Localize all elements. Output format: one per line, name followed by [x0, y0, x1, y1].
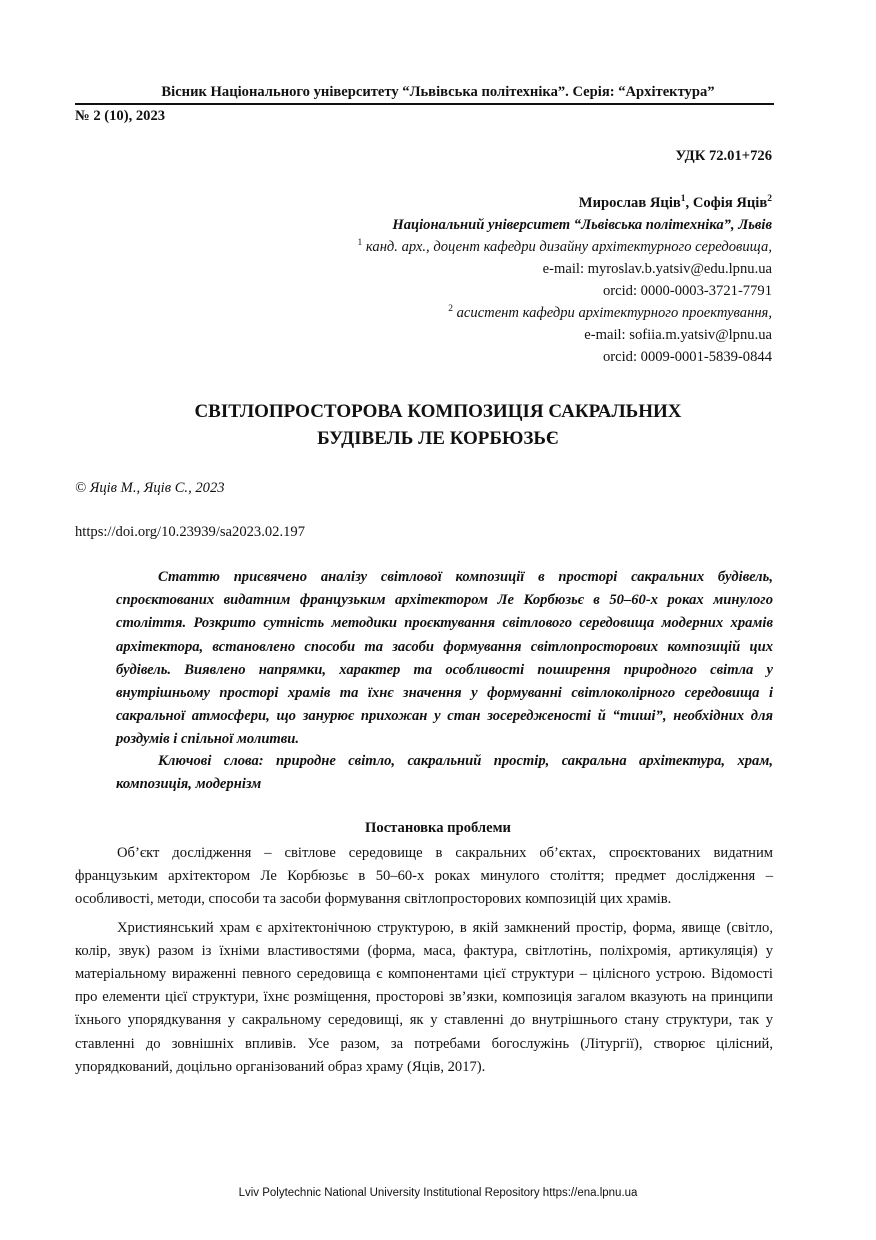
- repository-footer: Lviv Polytechnic National University Institutional Repository https://ena.lpnu.ua: [238, 1187, 638, 1199]
- author-2-orcid: orcid: 0009-0001-5839-0844: [602, 349, 772, 365]
- author-1-position-mark: 1: [357, 238, 363, 249]
- abstract: Статтю присвячено аналізу світлової композиції в просторі сакральних будівель, спроєктованих видатним французьким архітектором Ле Корбюзьє в 50–60-х роках минулого століття. Розкрито сутність методики проєктування світлового середовища модерних храмів архітектора, встановлено способи та засоби формування світлопросторових композицій цих будівель. Виявлено напрямки, характер та особливості поширення природного світла у внутрішньому просторі храмів та їхнє значення у формуванні світлоколірного середовища і сакральної атмосфери, що занурює прихожан у стан зосередженості й “тиші”, необхідних для роздумів і спільної молитви.: [116, 569, 773, 748]
- author-2-position: $^2$ асистент кафедри архітектурного проектування,: [448, 304, 772, 321]
- author-line: [579, 192, 772, 214]
- doi-link[interactable]: https://doi.org/10.23939/sa2023.02.197: [75, 524, 305, 540]
- author-1-position: $^1$ канд. арх., доцент кафедри дизайну архітектурного середовища,: [357, 238, 772, 255]
- copyright-notice: © Яців М., Яців С., 2023: [75, 480, 225, 496]
- author-1-orcid: orcid: 0000-0003-3721-7791: [602, 283, 772, 299]
- article-title: [0, 398, 876, 452]
- journal-header-title: Вісник Національного університету “Львівська політехніка”. Серія: “Архітектура”: [161, 84, 715, 100]
- article-title-line-2: БУДІВЕЛЬ ЛЕ КОРБЮЗЬЄ: [317, 428, 559, 449]
- author-2-email: e-mail: sofiia.m.yatsiv@lpnu.ua: [584, 327, 772, 343]
- article-title-line-1: СВІТЛОПРОСТОРОВА КОМПОЗИЦІЯ САКРАЛЬНИХ: [194, 401, 682, 422]
- section-body: [75, 842, 773, 1084]
- author-1-mark: 1: [680, 194, 686, 205]
- issue-number: № 2 (10), 2023: [75, 108, 166, 124]
- header-divider: [75, 103, 774, 105]
- author-2-position-mark: 2: [448, 304, 453, 315]
- author-1-name: Мирослав Яців: [578, 195, 681, 211]
- author-separator: ,: [685, 195, 693, 211]
- author-1-email: e-mail: myroslav.b.yatsiv@edu.lpnu.ua: [542, 261, 772, 277]
- affiliation: Національний університет “Львівська політехніка”, Львів: [392, 217, 772, 233]
- section-heading: Постановка проблеми: [365, 820, 511, 836]
- author-2-mark: 2: [767, 194, 772, 205]
- keywords: Ключові слова: природне світло, сакральний простір, сакральна архітектура, храм, композиція, модернізм: [116, 753, 773, 793]
- author-2-name: Софія Яців: [692, 195, 768, 211]
- author-details: [358, 236, 772, 368]
- body-paragraph-1: Об’єкт дослідження – світлове середовище в сакральних об’єктах, спроєктованих видатним французьким архітектором Ле Корбюзьє в 50–60-х роках минулого століття; предмет дослідження – особливості, методи, способи та засоби формування світлопросторових композицій цих храмів.: [75, 845, 773, 908]
- body-paragraph-2: Християнський храм є архітектонічною структурою, в якій замкнений простір, форма, явище (світло, колір, звук) разом із їхніми властивостями (форма, маса, фактура, світлотінь, поліхромія, артикуляція) у матеріальному вираженні певного середовища є компонентами цієї структури – цілісного устрою. Відомості про елементи цієї структури, їхнє розміщення, просторові зв’язки, композиція загалом вказують на принципи їхнього упорядкування у сакральному середовищі, як у ставленні до внутрішнього стану структури, так у ставленні до зовнішніх впливів. Усе разом, за потребами богослужінь (Літургії), створює цілісний, упорядкований, доцільно організований образ храму (Яців, 2017).: [75, 919, 773, 1075]
- udc-code: УДК 72.01+726: [675, 148, 772, 164]
